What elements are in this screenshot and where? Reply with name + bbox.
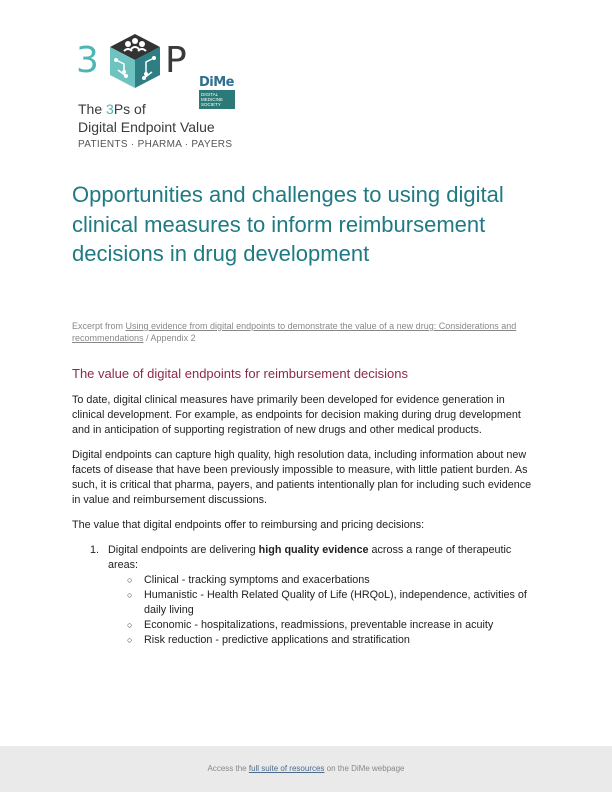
paragraph-2: Digital endpoints can capture high quality, high resolution data, including information about new facets of disease that have been previously impossible to measure, with little patient burden. As such, it is critical that pharma, payers, and patients intentionally plan for including such evidence in value and reimbursement discussions. [72,449,532,506]
logo-tagline-1: The 3Ps of [78,101,146,117]
resources-link[interactable]: full suite of resources [248,764,325,773]
logo-3ps [76,32,246,157]
sub-list-item: ○ Humanistic - Health Related Quality of Life (HRQoL), independence, activities of daily living [108,588,538,618]
logo-tagline-2: Digital Endpoint Value [78,119,215,135]
sub-list [108,573,538,648]
sub-list-item: ○ Economic - hospitalizations, readmissions, preventable increase in acuity [108,618,538,633]
logo-p: P [165,40,187,81]
source-document-link[interactable]: Using evidence from digital endpoints to demonstrate the value of a new drug: Considerations and recommendations [72,321,517,343]
cube-network-icon [106,32,164,90]
logo-tagline-3: PATIENTS · PHARMA · PAYERS [78,139,233,150]
sub-list-item: ○ Clinical - tracking symptoms and exacerbations [108,573,538,588]
section-body [72,393,538,648]
logo-three: 3 [76,40,99,81]
dime-logo [199,76,237,112]
page-footer: Access the full suite of resources on the DiMe webpage [0,746,612,792]
page-title: Opportunities and challenges to using digital clinical measures to inform reimbursement decisions in drug development [72,182,504,266]
excerpt-note: Excerpt from Using evidence from digital endpoints to demonstrate the value of a new drug: Considerations and recommendations / Appendix 2 [72,321,517,343]
dime-wordmark: DiMe [199,75,235,90]
sub-list-item: ○ Risk reduction - predictive applications and stratification [108,633,538,648]
dime-subtitle: DIGITAL MEDICINE SOCIETY [199,90,235,109]
paragraph-1: To date, digital clinical measures have primarily been developed for evidence generation in clinical development. For example, as endpoints for decision making during drug development and in anticipation of supporting registration of new drugs and other medical products. [72,394,521,436]
value-list [72,543,538,648]
paragraph-3: The value that digital endpoints offer to reimbursing and pricing decisions: [72,519,425,531]
section-heading: The value of digital endpoints for reimbursement decisions [72,366,409,381]
list-number: 1. [90,544,100,556]
list-item: 1. Digital endpoints are delivering high quality evidence across a range of therapeutic areas: ○ Clinical - tracking symptoms and exacerbations ○ Humanistic - Health Related Quality of Life (HRQoL), independence, activities of daily living ○ Economic - hospitalizations, readmissions, preventable increase in acuity ○ Risk reduction - predictive applications and stratification [72,543,538,648]
